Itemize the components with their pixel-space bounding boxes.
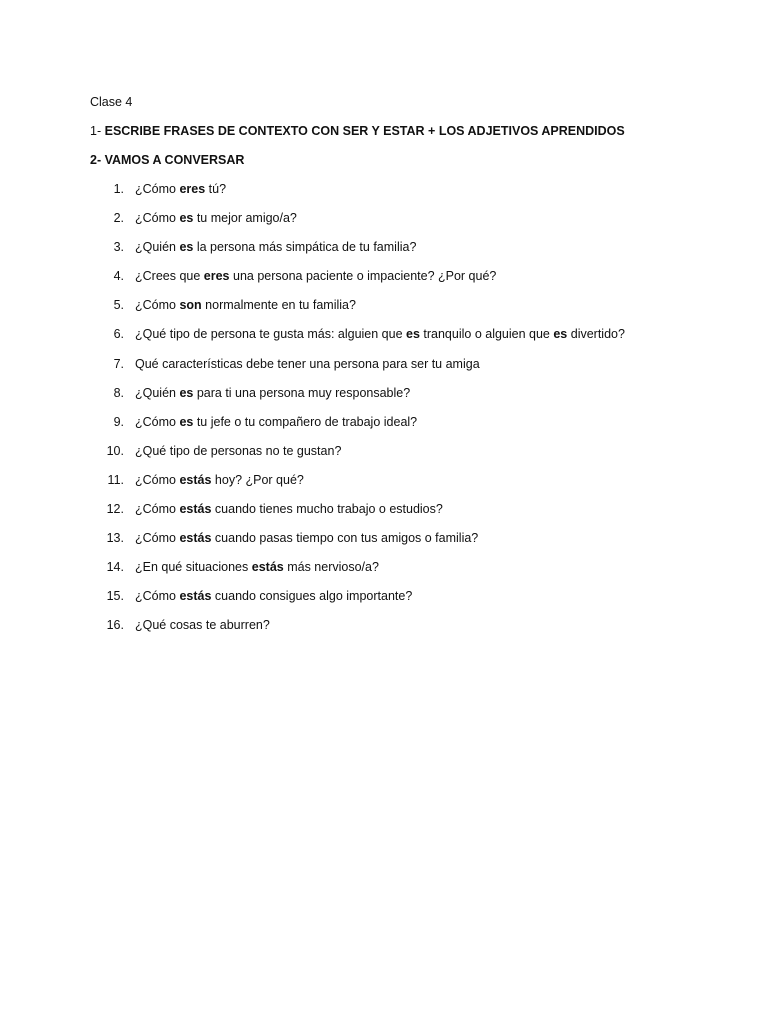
document-title: Clase 4	[90, 95, 133, 109]
question-text: ¿Quién es la persona más simpática de tu familia?	[135, 240, 417, 255]
question-item	[0, 356, 768, 385]
question-text: ¿Qué cosas te aburren?	[135, 618, 270, 633]
question-list	[0, 181, 768, 647]
question-number: 2.	[113, 211, 124, 226]
question-number: 16.	[106, 618, 124, 633]
question-item	[0, 501, 768, 530]
question-number: 11.	[107, 472, 124, 487]
question-text: ¿Cómo son normalmente en tu familia?	[135, 298, 356, 313]
question-item	[0, 297, 768, 326]
question-number: 7.	[113, 356, 124, 371]
question-item	[0, 588, 768, 617]
question-verb: es	[553, 327, 568, 342]
question-verb: estás	[179, 502, 212, 517]
question-number: 9.	[113, 414, 124, 429]
question-verb: estás	[179, 589, 212, 604]
question-verb: son	[179, 298, 202, 313]
question-text: ¿Qué tipo de personas no te gustan?	[135, 443, 342, 458]
question-text: Qué características debe tener una persona para ser tu amiga	[135, 356, 480, 371]
question-verb: eres	[179, 182, 206, 196]
question-number: 14.	[106, 560, 124, 575]
question-item	[0, 559, 768, 588]
section-2-heading: 2- VAMOS A CONVERSAR	[90, 153, 245, 167]
question-number: 12.	[106, 502, 124, 517]
question-text: ¿Cómo estás cuando tienes mucho trabajo o estudios?	[135, 502, 443, 517]
question-item	[0, 326, 768, 355]
question-text: ¿Cómo es tu mejor amigo/a?	[135, 211, 297, 226]
question-item	[0, 239, 768, 268]
question-item	[0, 472, 768, 501]
section-1-number: 1-	[90, 124, 102, 138]
question-number: 6.	[113, 327, 124, 342]
question-verb: es	[406, 327, 420, 342]
question-number: 3.	[113, 240, 124, 255]
question-item	[0, 210, 768, 239]
question-verb: estás	[251, 560, 284, 575]
question-text: ¿Qué tipo de persona te gusta más: alguien que es tranquilo o alguien que es divertido?	[135, 327, 625, 342]
question-number: 1.	[113, 182, 124, 196]
question-item	[0, 268, 768, 297]
question-text: ¿Cómo eres tú?	[135, 182, 227, 196]
question-number: 8.	[113, 385, 124, 400]
question-item	[0, 385, 768, 414]
question-text: ¿Cómo estás hoy? ¿Por qué?	[135, 472, 304, 487]
question-item	[0, 414, 768, 443]
question-verb: es	[179, 385, 194, 400]
question-text: ¿Quién es para ti una persona muy responsable?	[135, 385, 411, 400]
question-text: ¿Cómo es tu jefe o tu compañero de trabajo ideal?	[135, 414, 418, 429]
question-text: ¿Cómo estás cuando pasas tiempo con tus amigos o familia?	[135, 531, 479, 546]
question-text: ¿Crees que eres una persona paciente o impaciente? ¿Por qué?	[135, 269, 497, 284]
question-verb: eres	[203, 269, 230, 284]
question-number: 5.	[113, 298, 124, 313]
question-item	[0, 181, 768, 210]
question-number: 13.	[106, 531, 124, 546]
section-1-heading	[90, 123, 625, 139]
question-verb: es	[179, 240, 194, 255]
question-number: 15.	[106, 589, 124, 604]
question-item	[0, 530, 768, 559]
question-item	[0, 617, 768, 646]
question-item	[0, 443, 768, 472]
question-verb: estás	[179, 472, 212, 487]
question-verb: es	[179, 414, 194, 429]
question-number: 4.	[113, 269, 124, 284]
question-text: ¿Cómo estás cuando consigues algo importante?	[135, 589, 413, 604]
section-1-title: ESCRIBE FRASES DE CONTEXTO CON SER Y ESTAR + LOS ADJETIVOS APRENDIDOS	[104, 124, 625, 138]
question-text: ¿En qué situaciones estás más nervioso/a?	[135, 560, 379, 575]
question-verb: es	[179, 211, 194, 226]
question-number: 10.	[106, 443, 124, 458]
question-verb: estás	[179, 531, 212, 546]
